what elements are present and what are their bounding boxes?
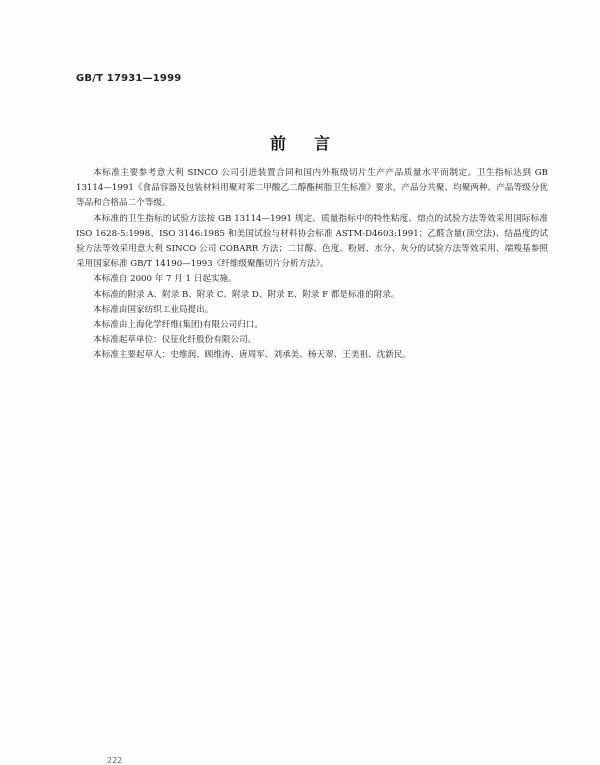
paragraph-test-methods: 本标准的卫生指标的试验方法按 GB 13114—1991 规定。质量指标中的特性粘度、熔点的试验方法等效采用国际标准 ISO 1628-5:1998、ISO 3146:1985 和美国试验与材料协会标准 ASTM-D4603:1991；乙醛含量(顶空法)、结晶度的试验方法等效采用意大利 SINCO 公司 COBARR 方法；二甘醇、色度、粉屑、水分、灰分的试验方法等效采用、端羧基参照采用国家标准 GB/T 14190—1993《纤维级聚酯切片分析方法》。 bbox=[76, 213, 548, 270]
paragraph-proposer: 本标准由国家纺织工业局提出。 bbox=[93, 304, 214, 315]
paragraph-effective-date: 本标准自 2000 年 7 月 1 日起实施。 bbox=[93, 274, 237, 285]
page-number: 222 bbox=[107, 756, 123, 765]
paragraph-drafting-unit: 本标准起草单位：仪征化纤股份有限公司。 bbox=[93, 335, 257, 346]
preface-body bbox=[76, 166, 548, 364]
paragraph-drafters: 本标准主要起草人：史维润、顾维涛、唐周军、刘承美、杨天翠、王美祖、沈新民。 bbox=[93, 350, 411, 361]
paragraph-reference: 本标准主要参考意大利 SINCO 公司引进装置合同和国内外瓶级切片生产产品质量水平而制定。卫生指标达到 GB 13114—1991《食品容器及包装材料用聚对苯二甲酸乙二醇酯树脂卫生标准》要求，产品分共聚、均聚两种。产品等级分优等品和合格品二个等级。 bbox=[76, 168, 548, 209]
paragraph-administrator: 本标准由上海化学纤维(集团)有限公司归口。 bbox=[93, 320, 263, 331]
standard-number: GB/T 17931—1999 bbox=[76, 73, 182, 84]
paragraph-appendices: 本标准的附录 A、附录 B、附录 C、附录 D、附录 E、附录 F 都是标准的附录。 bbox=[93, 289, 400, 300]
page-title: 前言 bbox=[269, 134, 358, 153]
